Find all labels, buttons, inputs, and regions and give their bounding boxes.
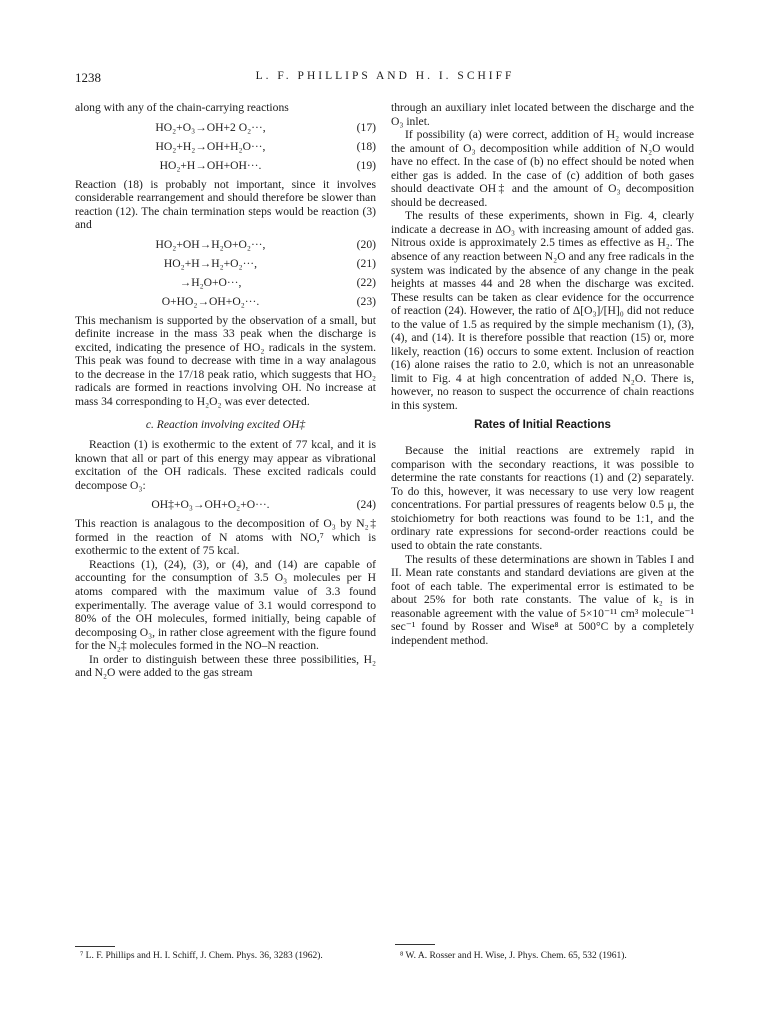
paragraph: Reactions (1), (24), (3), or (4), and (14) are capable of accounting for the consumption of 3.5 O₃ molecules per H atoms compared with the maximum value of 3.3 found experimentally. The average value of 3.1 would correspond to 80% of the OH molecules, formed initially, being capable of decomposing O₃, in rather close agreement with the figure found for the N₂‡ molecules formed in the NO–N reaction. <box>75 557 376 653</box>
equation-18 <box>75 137 376 156</box>
equation-number: (19) <box>356 158 376 172</box>
equation-22 <box>75 273 376 292</box>
equation-24 <box>75 495 376 514</box>
equation-19 <box>75 156 376 175</box>
paragraph: along with any of the chain-carrying reactions <box>75 101 289 114</box>
equation-expression: O+HO₂→OH+O₂···. <box>161 294 260 308</box>
footnote-8: ⁸ W. A. Rosser and H. Wise, J. Phys. Chem. 65, 532 (1961). <box>400 951 627 961</box>
equation-number: (18) <box>356 139 376 153</box>
paragraph: through an auxiliary inlet located between the discharge and the O₃ inlet. <box>391 101 694 128</box>
equation-number: (22) <box>356 275 376 289</box>
equation-expression: OH‡+O₃→OH+O₂+O···. <box>151 498 270 512</box>
equation-21 <box>75 254 376 273</box>
equation-number: (20) <box>356 237 376 251</box>
paragraph: If possibility (a) were correct, addition of H₂ would increase the amount of O₃ decomposition while addition of N₂O would have no effect. In the case of (b) no effect should be noted when either gas is added. In the case of (c) addition of both gases should deactivate OH‡ and the amount of O₃ decomposition should be decreased. <box>391 128 694 209</box>
left-column <box>75 101 376 680</box>
paragraph: Reaction (1) is exothermic to the extent of 77 kcal, and it is known that all or part of this energy may appear as vibrational excitation of the OH radicals. These excited radicals could decompose O₃: <box>75 438 376 492</box>
paragraph: Reaction (18) is probably not important, since it involves considerable rearrangement and should therefore be slower than reaction (12). The chain termination steps would be reaction (3) and <box>75 177 376 232</box>
equation-20 <box>75 235 376 254</box>
equation-expression: HO₂+H→OH+OH···. <box>159 158 262 172</box>
paragraph: This reaction is analagous to the decomposition of O₃ by N₂‡ formed in the reaction of N atoms with NO,⁷ which is exothermic to the extent of 75 kcal. <box>75 517 376 558</box>
equation-17 <box>75 118 376 137</box>
equation-expression: HO₂+H₂→OH+H₂O···, <box>155 139 266 153</box>
page-header <box>75 70 695 90</box>
paragraph: Because the initial reactions are extremely rapid in comparison with the secondary reactions, it was possible to determine the rate constants for reactions (1) and (2) separately. To do this, however, it was necessary to use very low reagent concentrations. For partial pressures of reagents below 0.5 μ, the stoichiometry for both reactions was found to be 1:1, and the ordinary rate expressions for second-order reactions could be used to obtain the rate constants. <box>391 444 694 552</box>
equation-number: (23) <box>356 294 376 308</box>
equation-expression: →H₂O+O···, <box>179 275 242 289</box>
paragraph: In order to distinguish between these three possibilities, H₂ and N₂O were added to the gas stream <box>75 652 376 680</box>
paragraph: The results of these determinations are shown in Tables I and II. Mean rate constants and standard deviations are given at the foot of each table. The experimental error is estimated to be about 25% for both rate constants. The value of k₂ is in reasonable agreement with the value of 5×10⁻¹¹ cm³ molecule⁻¹ sec⁻¹ found by Rosser and Wise⁸ at 500°C by a completely independent method. <box>391 552 694 647</box>
equation-number: (17) <box>356 120 376 134</box>
section-heading: Rates of Initial Reactions <box>474 418 611 431</box>
footnote-rule <box>395 944 435 945</box>
paragraph: The results of these experiments, shown in Fig. 4, clearly indicate a decrease in ΔO₃ with increasing amount of added gas. Nitrous oxide is approximately 2.5 times as effective as H₂. The absence of any reaction between N₂O and any free radicals in the system was indicated by the absence of any change in the peak heights at masses 44 and 28 when the discharge was excited. These results can be taken as clear evidence for the occurrence of reaction (24). However, the ratio of Δ[O₃]/[H]₀ did not reduce to the value of 1.5 as required by the simple mechanism (1), (3), (4), and (14). It is therefore possible that reaction (15) or, more likely, reaction (16) occurs to some extent. Inclusion of reaction (16) alone raises the ratio to 2.0, which is not an unreasonable limit to Fig. 4 at high concentration of added N₂O. There is, however, no reason to suspect the occurrence of chain reactions in this system. <box>391 209 694 413</box>
running-title: L. F. PHILLIPS AND H. I. SCHIFF <box>255 70 515 82</box>
equation-23 <box>75 292 376 311</box>
equation-number: (24) <box>356 498 376 512</box>
footnote-7: ⁷ L. F. Phillips and H. I. Schiff, J. Chem. Phys. 36, 3283 (1962). <box>80 951 323 961</box>
equation-expression: HO₂+H→H₂+O₂···, <box>163 256 258 270</box>
paragraph: This mechanism is supported by the observation of a small, but definite increase in the mass 33 peak when the discharge is excited, indicating the presence of HO₂ radicals in the system. This peak was found to decrease with time in a way analagous to the decrease in the 17/18 peak ratio, which suggests that HO₂ radicals are formed in reactions involving OH. No increase at mass 34 corresponding to H₂O₂ was ever detected. <box>75 313 376 409</box>
page-number: 1238 <box>75 70 101 85</box>
subsection-heading: c. Reaction involving excited OH‡ <box>145 417 306 431</box>
equation-number: (21) <box>356 256 376 270</box>
equation-expression: HO₂+O₃→OH+2 O₂···, <box>155 120 266 134</box>
equation-expression: HO₂+OH→H₂O+O₂···, <box>155 237 266 251</box>
right-column <box>391 101 694 647</box>
footnote-rule <box>75 946 115 947</box>
